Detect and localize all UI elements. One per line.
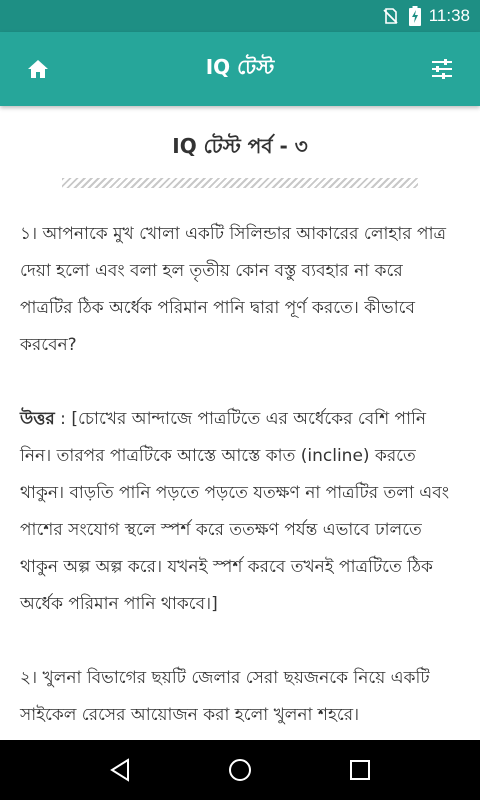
divider (62, 178, 418, 188)
back-icon[interactable] (100, 750, 140, 790)
status-time: 11:38 (428, 6, 470, 25)
answer-1 (20, 401, 460, 623)
no-sim-icon (381, 7, 399, 25)
answer-separator: : (54, 409, 72, 429)
home-circle-icon[interactable] (220, 750, 260, 790)
article-content[interactable] (0, 106, 480, 740)
settings-sliders-icon[interactable] (426, 53, 458, 85)
app-title: IQ টেস্ট (205, 54, 275, 79)
status-bar (0, 0, 480, 32)
article-title: IQ টেস্ট পর্ব - ৩ (172, 134, 308, 158)
answer-label: উত্তর (20, 409, 55, 429)
recents-icon[interactable] (340, 750, 380, 790)
battery-charging-icon (409, 6, 421, 26)
answer-text: [চোখের আন্দাজে পাত্রটিতে এর অর্ধেকের বেশি পানি নিন। তারপর পাত্রটিকে আস্তে আস্তে কাত (incline) করতে থাকুন। বাড়তি পানি পড়তে পড়তে যতক্ষণ না পাত্রটির তলা এবং পাশের সংযোগ স্থলে স্পর্শ করে ততক্ষণ পর্যন্ত এভাবে ঢালতে থাকুন অল্প অল্প করে। যখনই স্পর্শ করবে তখনই পাত্রটিতে ঠিক অর্ধেক পরিমান পানি থাকবে।] (20, 409, 450, 614)
navigation-bar (0, 740, 480, 800)
app-bar (0, 32, 480, 106)
question-2: ২। খুলনা বিভাগের ছয়টি জেলার সেরা ছয়জনকে নিয়ে একটি সাইকেল রেসের আয়োজন করা হলো খুলনা শহরে। (20, 668, 430, 725)
question-1: ১। আপনাকে মুখ খোলা একটি সিলিন্ডার আকারের লোহার পাত্র দেয়া হলো এবং বলা হল তৃতীয় কোন বস্তু ব্যবহার না করে পাত্রটির ঠিক অর্ধেক পরিমান পানি দ্বারা পূর্ণ করতে। কীভাবে করবেন? (20, 224, 446, 355)
home-icon[interactable] (22, 53, 54, 85)
